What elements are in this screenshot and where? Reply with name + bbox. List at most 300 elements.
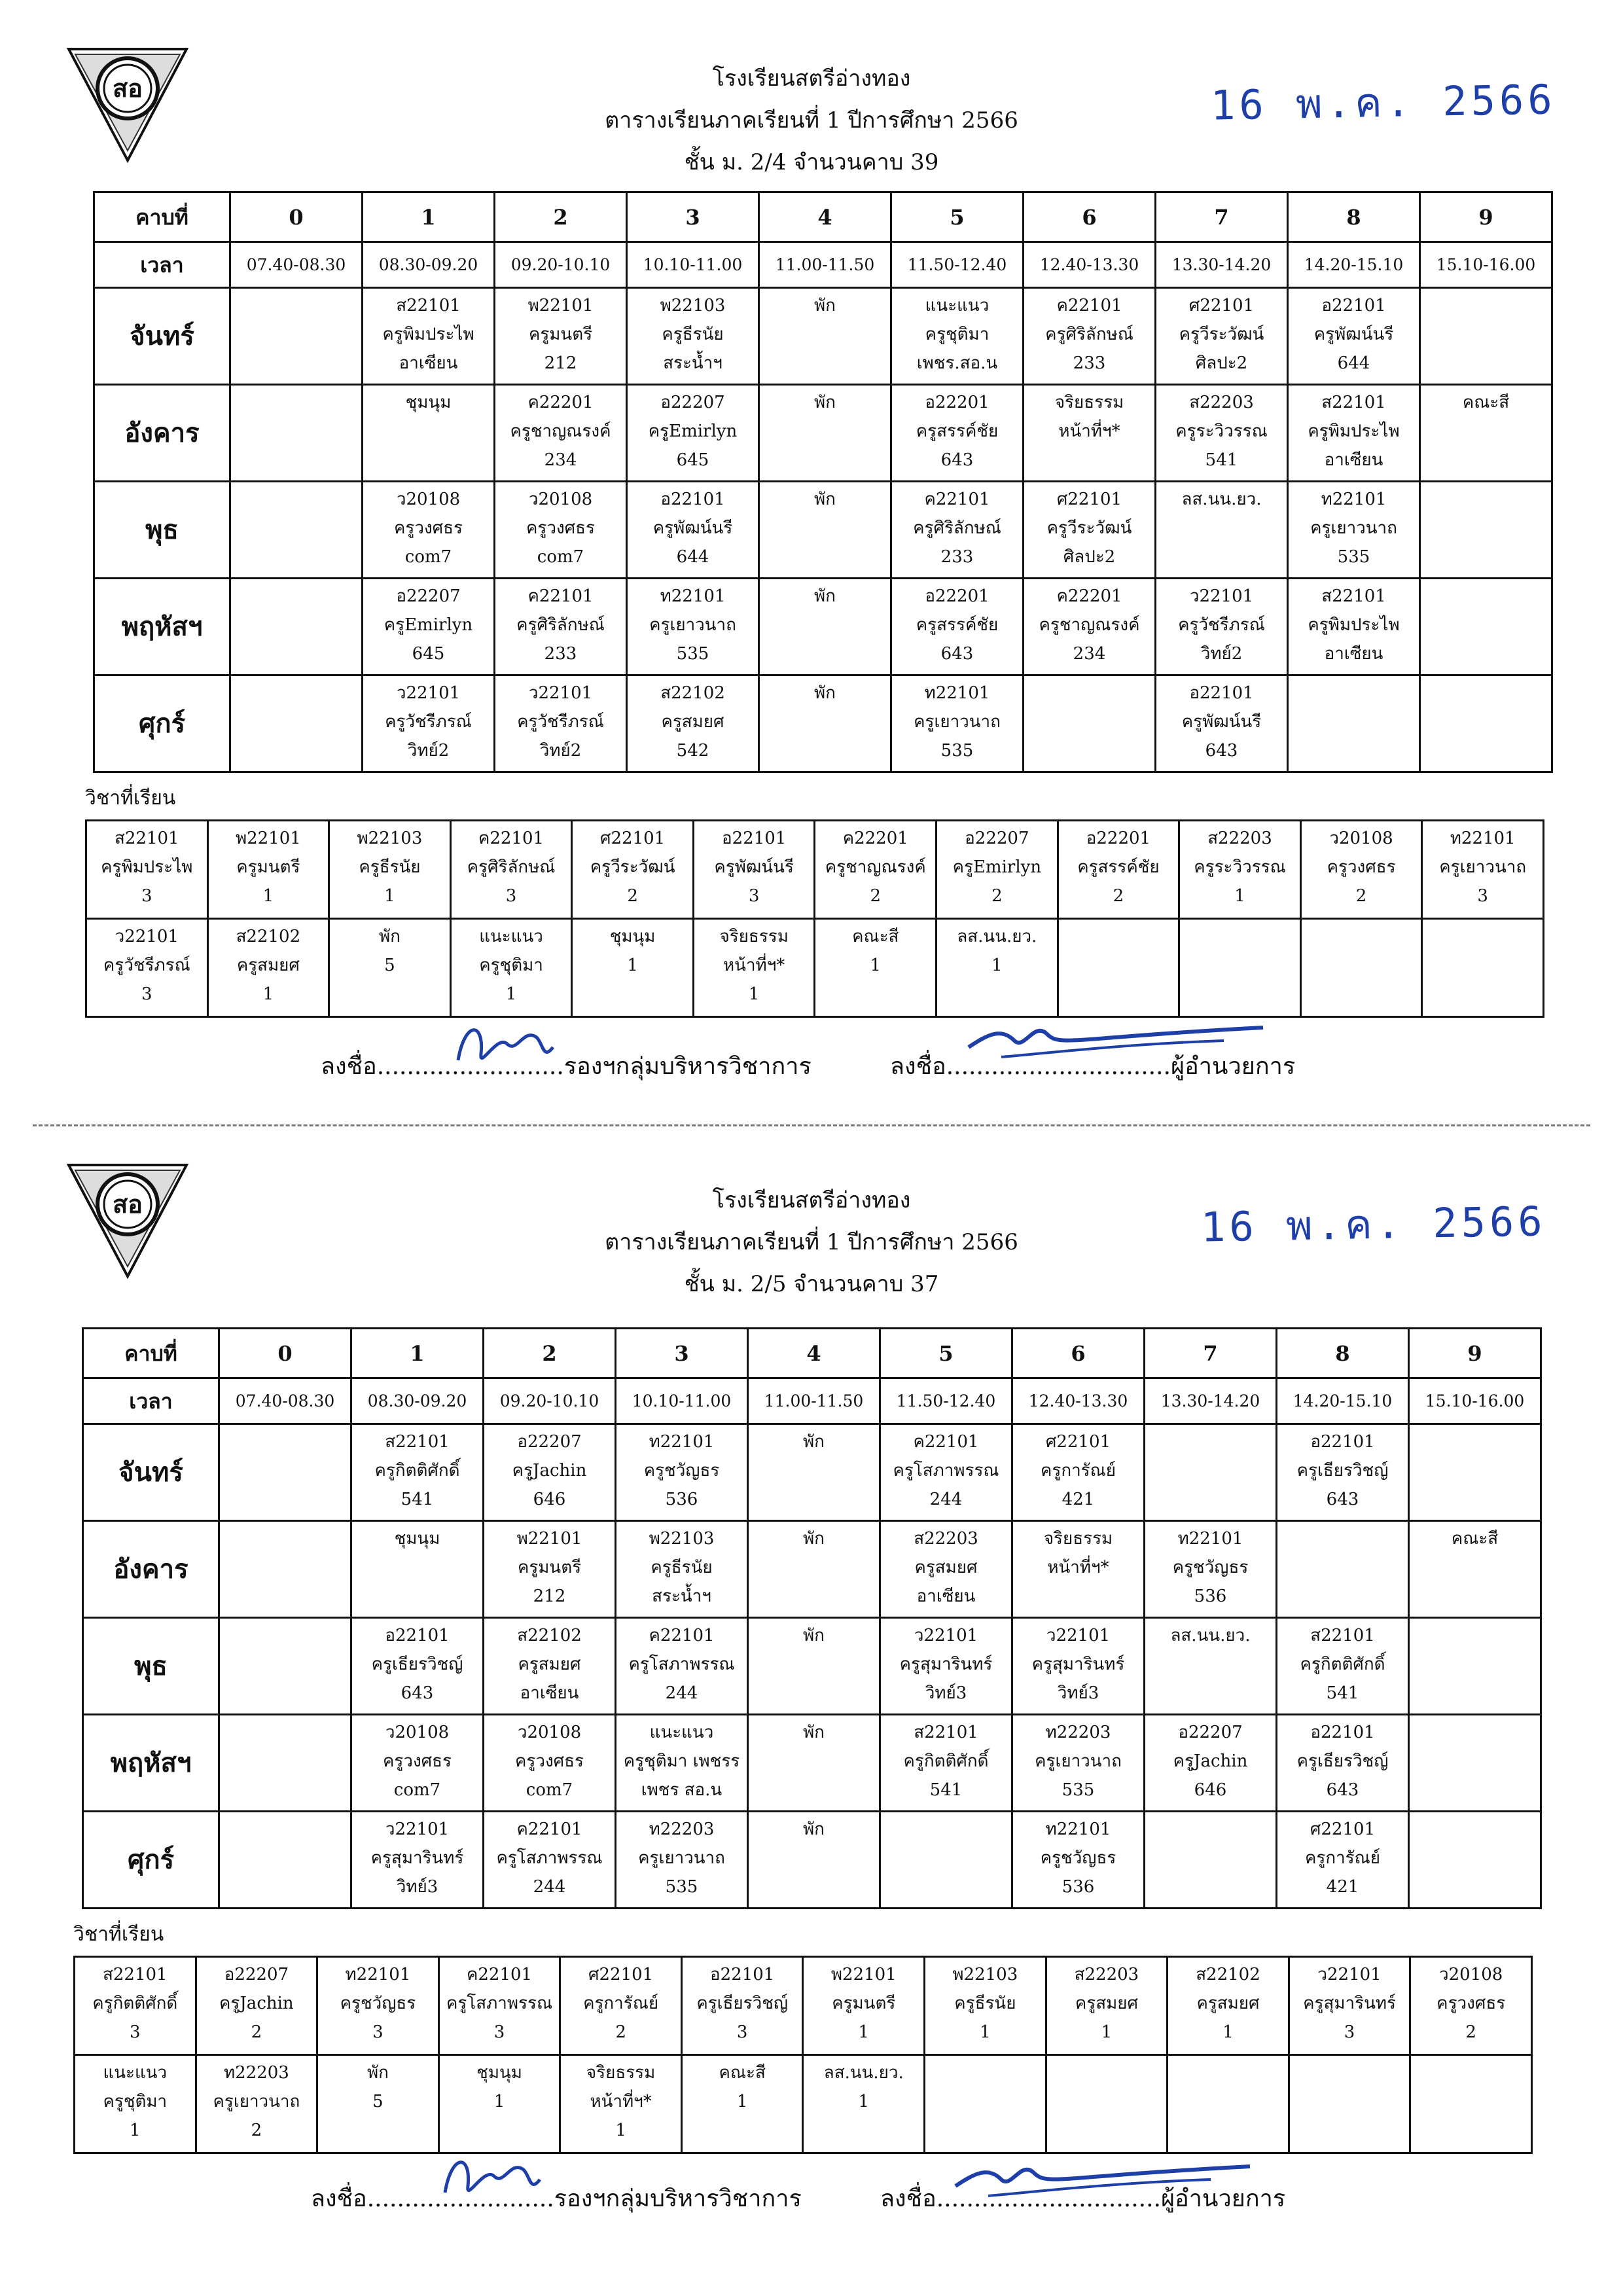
period-count: 3 [505,886,517,906]
summary-text: ครูพัฒน์นรี [714,857,794,877]
time-slot: 07.40-08.30 [230,242,363,288]
period-number: 6 [1012,1329,1145,1378]
cell-text: อ22201 [925,586,990,606]
class-line: ชั้น ม. 2/5 จำนวนคาบ 37 [684,1271,939,1297]
day-row [94,675,1552,772]
schedule-cell [219,1715,351,1812]
summary-text: ครูชุติมา [103,2092,168,2111]
schedule-cell [1156,385,1288,482]
cell-text: 535 [940,741,974,761]
summary-cell [815,919,936,1017]
summary-text: ลส.นน.ยว. [957,927,1037,946]
schedule-cell [616,1812,748,1909]
cell-text: ศิลปะ2 [1195,353,1248,373]
cell-text: พัก [814,393,836,412]
cell-text: ครูพัฒน์นรี [1181,712,1262,732]
cell-text: วิทย์3 [1057,1683,1099,1703]
cell-text: พัก [803,1626,825,1645]
schedule-cell [891,579,1024,675]
period-number: 3 [616,1329,748,1378]
cell-text: ครูเยาวนาถ [1310,518,1397,538]
period-count: 5 [384,956,395,975]
cell-text: 244 [665,1683,698,1703]
schedule-cell [1145,1424,1277,1521]
cell-text: 536 [1061,1877,1095,1897]
cell-text: 645 [412,644,445,664]
cell-text: พ22103 [660,296,726,315]
time-slot: 14.20-15.10 [1288,242,1420,288]
cell-text: ครูพัฒน์นรี [1313,325,1394,344]
day-row [94,288,1552,385]
schedule-cell [1409,1812,1541,1909]
cell-text: ครูเยาวนาถ [1035,1751,1122,1771]
cell-text: ศ22101 [1310,1820,1376,1839]
cell-text: ครูชาญณรงค์ [1039,615,1140,635]
cell-text: ว20108 [528,490,593,509]
director-signature-line: ลงชื่อ..............................ผู้อำนวยการ [890,1053,1296,1080]
summary-text: ครูJachin [219,1994,294,2013]
summary-text: ครูมนตรี [832,1994,896,2013]
day-name: พุธ [83,1618,219,1715]
cell-text: ครูระวิวรรณ [1175,422,1268,441]
cell-text: ครูสุมารินทร์ [1031,1655,1125,1674]
summary-text: อ22101 [710,1965,775,1984]
schedule-cell [484,1424,616,1521]
cell-text: อ22207 [517,1432,582,1452]
cell-text: ท22101 [660,586,726,606]
summary-text: อ22201 [1086,829,1151,848]
summary-text: ค22201 [842,829,908,848]
cell-text: ครูสมยศ [914,1558,978,1577]
schedule-cell [230,675,363,772]
period-count: 1 [130,2121,141,2140]
summary-cell [329,919,451,1017]
time-slot: 09.20-10.10 [484,1378,616,1424]
cell-text: ว22101 [396,683,461,703]
schedule-cell [759,482,891,579]
cell-text: 643 [1326,1490,1359,1509]
schedule-cell [484,1618,616,1715]
cell-text: 234 [544,450,577,470]
period-count: 1 [870,956,882,975]
cell-text: ครูวัชรีภรณ์ [1178,615,1265,635]
schedule-cell [219,1812,351,1909]
cell-text: ท22101 [1045,1820,1111,1839]
time-slot: 14.20-15.10 [1277,1378,1409,1424]
schedule-cell [616,1521,748,1618]
cell-text: อ22101 [660,490,725,509]
day-row [83,1812,1541,1909]
schedule-cell [219,1521,351,1618]
cell-text: พ22103 [649,1529,715,1549]
summary-cell [207,821,329,919]
cell-text: พ22101 [516,1529,582,1549]
schedule-cell [1409,1424,1541,1521]
cell-text: 535 [1337,547,1370,567]
svg-text:สอ: สอ [112,1190,143,1219]
cell-text: ครูสมยศ [518,1655,581,1674]
cell-text: 244 [929,1490,963,1509]
summary-cell [75,1957,196,2055]
cell-text: ว22101 [385,1820,450,1839]
period-number: 1 [363,192,495,242]
summary-cell [925,2055,1046,2153]
day-name: อังคาร [94,385,230,482]
summary-cell [693,919,815,1017]
schedule-cell [1277,1715,1409,1812]
summary-cell [936,821,1058,919]
time-slot: 15.10-16.00 [1409,1378,1541,1424]
cell-text: 212 [533,1587,566,1606]
cell-text: ครูการัณย์ [1304,1848,1381,1868]
day-row [83,1715,1541,1812]
time-header-label: เวลา [94,242,230,288]
summary-cell [693,821,815,919]
period-count: 1 [736,2092,748,2111]
schedule-cell [363,482,495,579]
cell-text: จริยธรรม [1054,393,1124,412]
period-count: 1 [262,886,274,906]
summary-text: อ22207 [224,1965,289,1984]
cell-text: ครูเธียรวิชญ์ [371,1655,463,1674]
schedule-cell [748,1521,880,1618]
cell-text: 541 [929,1780,963,1800]
cell-text: อาเซียน [1324,450,1383,470]
cell-text: วิทย์2 [1200,644,1243,664]
schedule-cell [484,1715,616,1812]
cell-text: 643 [1326,1780,1359,1800]
summary-text: ครูสรรค์ชัย [1077,857,1160,877]
schedule-cell [1024,288,1156,385]
summary-cell [1046,1957,1168,2055]
vice-director-signature-line: ลงชื่อ.........................รองฯกลุ่มบริหารวิชาการ [321,1053,812,1080]
cell-text: ครูJachin [512,1461,587,1480]
cell-text: ครูพิมประไพ [1308,615,1400,635]
cell-text: ค22101 [924,490,990,509]
day-name: อังคาร [83,1521,219,1618]
summary-cell [1422,919,1544,1017]
schedule-cell [363,288,495,385]
cell-text: ชุมนุม [405,393,452,412]
schedule-cell [1288,579,1420,675]
period-header-row [83,1329,1541,1378]
period-number: 6 [1024,192,1156,242]
cell-text: ท22203 [649,1820,715,1839]
schedule-cell [351,1812,484,1909]
schedule-cell [891,385,1024,482]
period-count: 1 [384,886,395,906]
summary-text: ครูเธียรวิชญ์ [696,1994,789,2013]
timetable-sheet-2-5 [0,1139,1623,2251]
schedule-cell [1024,675,1156,772]
cell-text: ว22101 [914,1626,978,1645]
cell-text: com7 [404,547,452,567]
cell-text: ส22102 [517,1626,582,1645]
cell-text: ครูEmirlyn [383,615,473,635]
period-count: 3 [493,2022,505,2042]
summary-cell [572,919,694,1017]
time-slot: 09.20-10.10 [495,242,627,288]
cell-text: พ22101 [527,296,594,315]
cell-text: พัก [803,1529,825,1549]
summary-text: ครูธีรนัย [359,857,421,877]
cell-text: ครูเยาวนาถ [638,1848,725,1868]
cell-text: ส22203 [914,1529,978,1549]
cell-text: อ22101 [385,1626,450,1645]
period-number: 8 [1277,1329,1409,1378]
summary-text: ท22203 [223,2063,289,2083]
cell-text: ครูวัชรีภรณ์ [517,712,604,732]
period-number: 7 [1145,1329,1277,1378]
summary-text: ส22203 [1207,829,1272,848]
cell-text: ครูสรรค์ชัย [916,615,999,635]
cell-text: อ22101 [1189,683,1254,703]
cell-text: ครูวงศธร [394,518,463,538]
cell-text: ครูวงศธร [526,518,595,538]
summary-text: พัก [367,2063,389,2083]
summary-text: แนะแนว [479,927,543,946]
time-slot: 11.50-12.40 [880,1378,1012,1424]
cell-text: แนะแนว [649,1723,714,1742]
cell-text: 421 [1061,1490,1095,1509]
page-divider [33,1124,1590,1126]
period-number: 2 [495,192,627,242]
cell-text: ครูมนตรี [528,325,593,344]
cell-text: ค22101 [516,1820,582,1839]
period-count: 3 [1477,886,1488,906]
cell-text: คณะสี [1451,1529,1499,1549]
cell-text: อาเซียน [520,1683,579,1703]
schedule-cell [627,288,759,385]
cell-text: พัก [803,1723,825,1742]
summary-cell [450,919,572,1017]
cell-text: ท22101 [1177,1529,1243,1549]
summary-cell [936,919,1058,1017]
period-number: 1 [351,1329,484,1378]
summary-cell [1058,821,1179,919]
cell-text: ศ22101 [1056,490,1122,509]
summary-cell [317,1957,439,2055]
period-count: 5 [372,2092,383,2111]
period-count: 3 [1344,2022,1355,2042]
cell-text: 535 [1061,1780,1095,1800]
summary-text: พ22103 [357,829,423,848]
time-slot: 07.40-08.30 [219,1378,351,1424]
summary-text: ครูเยาวนาถ [1439,857,1527,877]
schedule-table [82,1327,1542,1909]
cell-text: ครูชุติมา [925,325,990,344]
cell-text: พัก [803,1432,825,1452]
summary-text: ศ22101 [599,829,666,848]
time-row [83,1378,1541,1424]
cell-text: ครูJachin [1173,1751,1248,1771]
schedule-cell [230,579,363,675]
schedule-cell [1145,1521,1277,1618]
cell-text: 535 [676,644,709,664]
schedule-cell [1024,385,1156,482]
time-slot: 12.40-13.30 [1012,1378,1145,1424]
period-count: 1 [858,2022,870,2042]
svg-text:สอ: สอ [112,74,143,103]
period-count: 1 [980,2022,991,2042]
schedule-cell [363,579,495,675]
day-name: พฤหัสฯ [94,579,230,675]
cell-text: ครูโสภาพรรณ [893,1461,999,1480]
cell-text: 541 [401,1490,434,1509]
cell-text: ค22201 [1056,586,1122,606]
summary-text: แนะแนว [103,2063,168,2083]
summary-text: ครูEmirlyn [952,857,1042,877]
summary-row [86,821,1544,919]
cell-text: ครูกิตติศักดิ์ [903,1751,989,1771]
cell-text: ส22101 [1321,586,1386,606]
cell-text: อาเซียน [916,1587,976,1606]
cell-text: ครูเธียรวิชญ์ [1296,1461,1389,1480]
vice-director-signature-line: ลงชื่อ.........................รองฯกลุ่มบริหารวิชาการ [311,2185,802,2212]
summary-cell [86,821,208,919]
summary-cell [207,919,329,1017]
cell-text: 541 [1326,1683,1359,1703]
cell-text: 535 [665,1877,698,1897]
time-slot: 08.30-09.20 [351,1378,484,1424]
subjects-label: วิชาที่เรียน [73,1923,164,1946]
cell-text: 644 [676,547,709,567]
schedule-cell [1012,1521,1145,1618]
school-name: โรงเรียนสตรีอ่างทอง [712,1187,911,1213]
cell-text: ศิลปะ2 [1063,547,1116,567]
summary-cell [1179,919,1301,1017]
schedule-cell [880,1618,1012,1715]
cell-text: ค22101 [649,1626,715,1645]
summary-row [75,1957,1532,2055]
summary-cell [815,821,936,919]
summary-cell [450,821,572,919]
summary-cell [1410,2055,1532,2153]
cell-text: จริยธรรม [1043,1529,1113,1549]
cell-text: วิทย์3 [925,1683,967,1703]
schedule-cell [1409,1715,1541,1812]
cell-text: ศ22101 [1188,296,1255,315]
schedule-cell [363,385,495,482]
period-count: 1 [262,984,274,1004]
cell-text: ส22101 [385,1432,450,1452]
day-name: พฤหัสฯ [83,1715,219,1812]
schedule-cell [495,385,627,482]
summary-cell [438,1957,560,2055]
schedule-cell [1420,288,1552,385]
cell-text: สระน้ำฯ [652,1587,711,1606]
cell-text: 643 [940,644,974,664]
cell-text: ครูชาญณรงค์ [510,422,611,441]
cell-text: 645 [676,450,709,470]
summary-cell [572,821,694,919]
period-count: 1 [748,984,760,1004]
summary-cell [560,2055,682,2153]
day-row [94,482,1552,579]
cell-text: ลส.นน.ยว. [1170,1626,1251,1645]
cell-text: หน้าที่ฯ* [1058,422,1120,441]
summary-text: หน้าที่ฯ* [723,956,785,975]
summary-text: ชุมนุม [609,927,656,946]
schedule-cell [1156,675,1288,772]
cell-text: พัก [814,683,836,703]
summary-cell [560,1957,682,2055]
time-slot: 13.30-14.20 [1145,1378,1277,1424]
cell-text: ศ22101 [1045,1432,1111,1452]
schedule-cell [484,1812,616,1909]
schedule-cell [495,288,627,385]
summary-text: คณะสี [719,2063,766,2083]
cell-text: 643 [1205,741,1238,761]
schedule-cell [748,1715,880,1812]
cell-text: ครูศิริลักษณ์ [516,615,605,635]
cell-text: คณะสี [1462,393,1510,412]
schedule-cell [627,579,759,675]
summary-text: ครูชาญณรงค์ [825,857,926,877]
cell-text: พัก [803,1820,825,1839]
class-line: ชั้น ม. 2/4 จำนวนคาบ 39 [684,149,939,175]
period-count: 2 [991,886,1003,906]
schedule-cell [219,1424,351,1521]
period-count: 2 [251,2022,262,2042]
summary-text: ครูวัชรีภรณ์ [103,956,190,975]
summary-text: พัก [379,927,401,946]
summary-cell [86,919,208,1017]
schedule-cell [748,1618,880,1715]
cell-text: ครูกิตติศักดิ์ [1300,1655,1385,1674]
schedule-cell [1024,482,1156,579]
summary-text: หน้าที่ฯ* [590,2092,652,2111]
schedule-cell [1012,1812,1145,1909]
day-row [83,1618,1541,1715]
summary-text: ว20108 [1329,829,1393,848]
cell-text: อ22207 [396,586,461,606]
period-number: 9 [1420,192,1552,242]
term-title: ตารางเรียนภาคเรียนที่ 1 ปีการศึกษา 2566 [605,107,1018,134]
schedule-cell [759,675,891,772]
period-count: 2 [1113,886,1124,906]
schedule-cell [627,482,759,579]
schedule-cell [1024,579,1156,675]
cell-text: ครูกิตติศักดิ์ [374,1461,460,1480]
day-row [94,579,1552,675]
period-number: 8 [1288,192,1420,242]
summary-cell [925,1957,1046,2055]
summary-cell [1289,2055,1410,2153]
time-slot: 12.40-13.30 [1024,242,1156,288]
schedule-cell [495,579,627,675]
period-count: 3 [372,2022,383,2042]
day-name: จันทร์ [94,288,230,385]
cell-text: อ22101 [1310,1432,1375,1452]
summary-text: ส22203 [1074,1965,1139,1984]
period-count: 1 [615,2121,626,2140]
cell-text: ว22101 [528,683,593,703]
cell-text: 212 [544,353,577,373]
cell-text: ครูศิริลักษณ์ [1045,325,1133,344]
cell-text: 244 [533,1877,566,1897]
summary-text: ส22101 [114,829,179,848]
summary-cell [1422,821,1544,919]
summary-text: อ22101 [722,829,787,848]
schedule-cell [219,1618,351,1715]
cell-text: 536 [1194,1587,1227,1606]
period-count: 1 [493,2092,505,2111]
schedule-cell [495,482,627,579]
schedule-cell [1420,385,1552,482]
day-name: จันทร์ [83,1424,219,1521]
cell-text: ส22102 [660,683,725,703]
